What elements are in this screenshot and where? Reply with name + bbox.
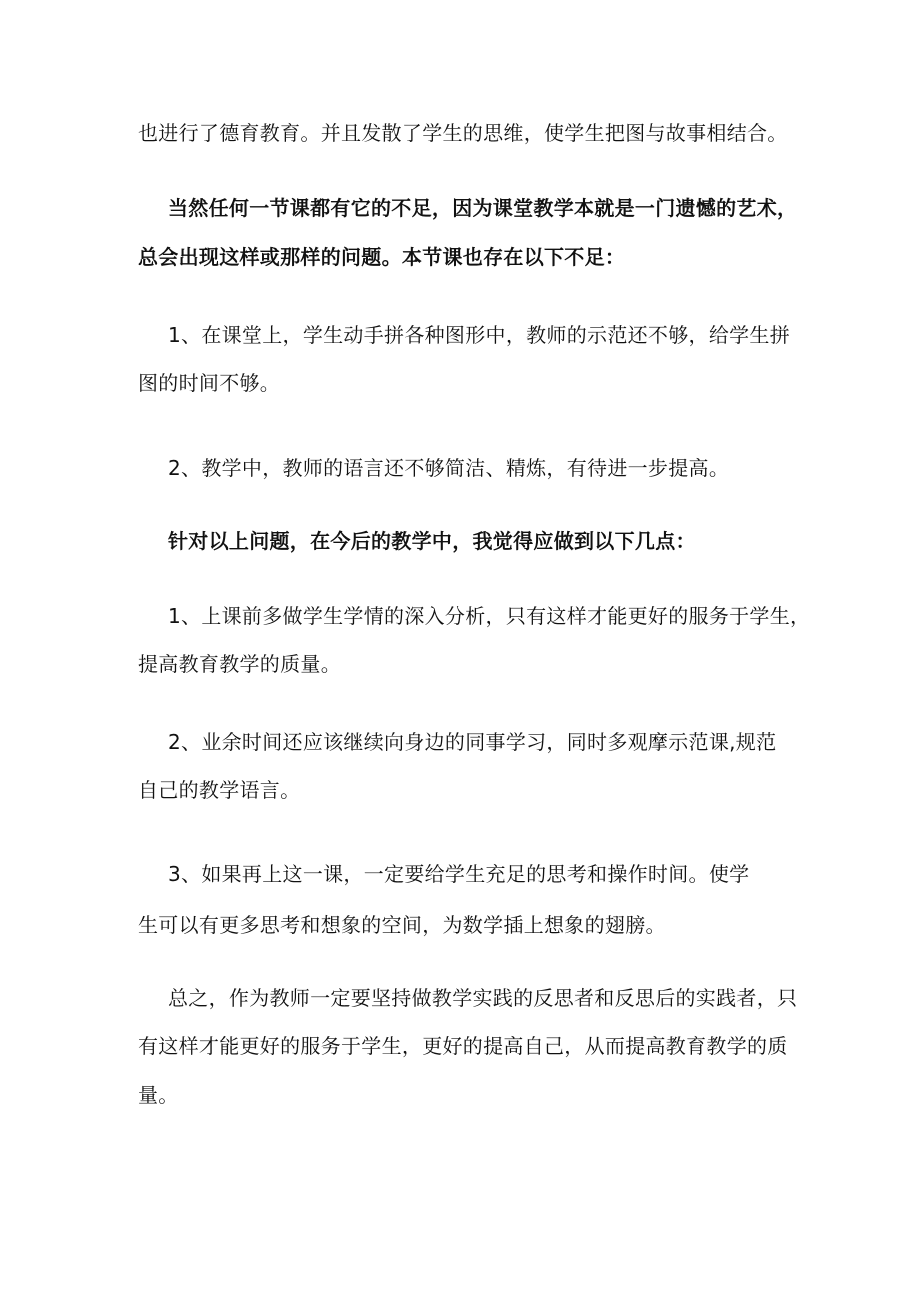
- paragraph-line: 1、上课前多做学生学情的深入分析，只有这样才能更好的服务于学生，: [168, 604, 811, 628]
- paragraph-line: 有这样才能更好的服务于学生，更好的提高自己，从而提高教育教学的质: [138, 1034, 788, 1058]
- paragraph-line: 也进行了德育教育。并且发散了学生的思维，使学生把图与故事相结合。: [138, 121, 788, 145]
- paragraph-line: 自己的教学语言。: [138, 778, 301, 802]
- paragraph-line: 总之，作为教师一定要坚持做教学实践的反思者和反思后的实践者，只: [168, 986, 798, 1010]
- paragraph-line: 图的时间不够。: [138, 371, 281, 395]
- paragraph-line: 针对以上问题，在今后的教学中，我觉得应做到以下几点：: [168, 529, 696, 553]
- paragraph-line: 提高教育教学的质量。: [138, 652, 341, 676]
- paragraph-line: 量。: [138, 1083, 179, 1107]
- paragraph-line: 2、教学中，教师的语言还不够简洁、精炼，有待进一步提高。: [168, 456, 730, 480]
- paragraph-line: 当然任何一节课都有它的不足，因为课堂教学本就是一门遗憾的艺术，: [168, 196, 798, 220]
- paragraph-line: 2、业余时间还应该继续向身边的同事学习，同时多观摩示范课,规范: [168, 730, 777, 754]
- paragraph-line: 生可以有更多思考和想象的空间，为数学插上想象的翅膀。: [138, 913, 666, 937]
- paragraph-line: 总会出现这样或那样的问题。本节课也存在以下不足：: [138, 245, 626, 269]
- paragraph-line: 3、如果再上这一课，一定要给学生充足的思考和操作时间。使学: [168, 862, 750, 886]
- paragraph-line: 1、在课堂上，学生动手拼各种图形中，教师的示范还不够，给学生拼: [168, 323, 791, 347]
